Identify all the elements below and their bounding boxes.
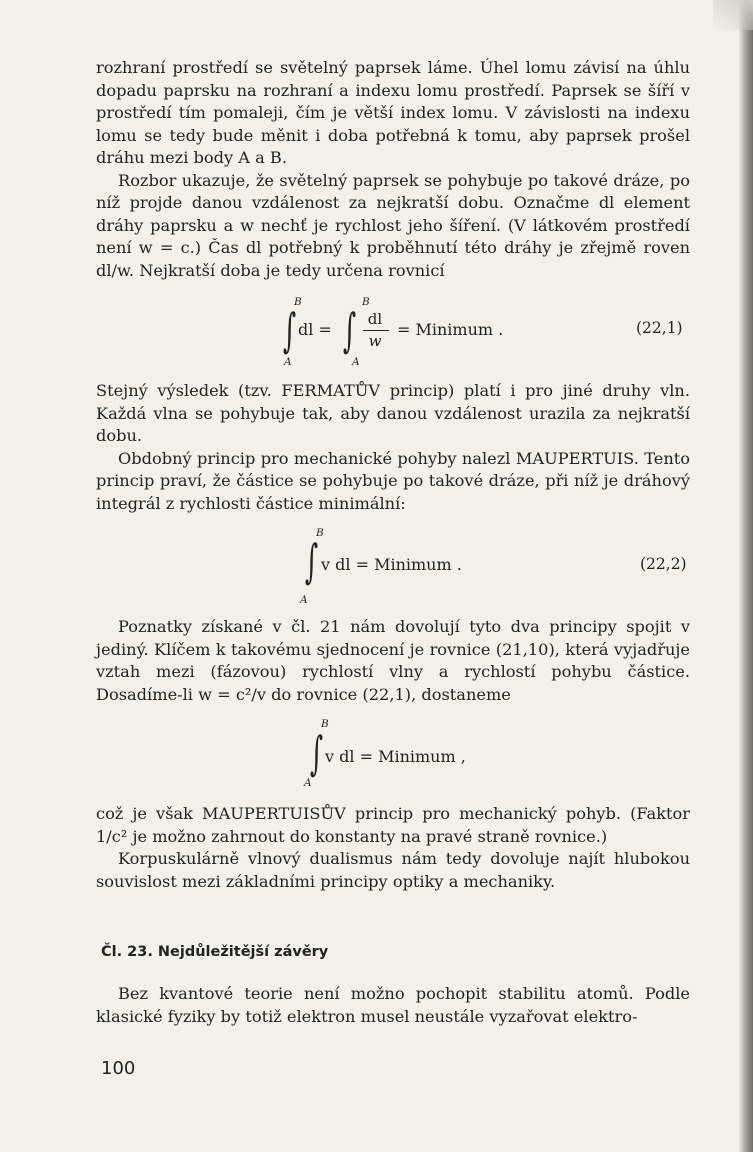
eq1-int1-lower: A <box>284 356 292 368</box>
eq1-fraction-denominator: w <box>368 332 382 350</box>
eq1-integral-sign-2: ∫ <box>343 303 357 357</box>
eq2-lower: A <box>300 594 308 606</box>
page-corner-shadow <box>713 0 753 30</box>
eq2-upper: B <box>316 527 324 539</box>
paragraph-6: což je však MAUPERTUISŮV princip pro mechanický pohyb. (Faktor 1/c² je možno zahrnout do konstanty na pravé straně rovnice.) <box>96 804 690 846</box>
eq1-number: (22,1) <box>636 319 683 337</box>
eq3-upper: B <box>321 718 329 730</box>
text-block-bottom <box>96 803 690 893</box>
eq2-body: v dl = Minimum . <box>321 555 462 574</box>
eq3-lower: A <box>304 777 312 789</box>
eq1-int1-upper: B <box>294 296 302 308</box>
text-block-section <box>96 983 690 1028</box>
eq2-integral-sign: ∫ <box>305 534 319 588</box>
eq1-int2-upper: B <box>362 296 370 308</box>
paragraph-5: Poznatky získané v čl. 21 nám dovolují tyto dva principy spojit v jediný. Klíčem k takovému sjednocení je rovnice (21,10), která vyjadřuje vztah mezi (fázovou) rychlostí vlny a rychlostí pohybu částice. Dosadíme-li w = c²/v do rovnice (22,1), dostaneme <box>96 617 690 704</box>
paragraph-3: Stejný výsledek (tzv. FERMATŮV princip) platí i pro jiné druhy vln. Každá vlna se pohybuje tak, aby danou vzdálenost urazila za nejkratší dobu. <box>96 381 690 445</box>
eq1-integral-sign-1: ∫ <box>283 303 297 357</box>
eq1-rhs: = Minimum . <box>397 320 504 339</box>
paragraph-2: Rozbor ukazuje, že světelný paprsek se pohybuje po takové dráze, po níž projde danou vzdálenost za nejkratší dobu. Označme dl element dráhy paprsku a w nechť je rychlost jeho šíření. (V látkovém prostředí není w = c.) Čas dl potřebný k proběhnutí této dráhy je zřejmě roven dl/w. Nejkratší doba je tedy určena rovnicí <box>96 170 690 280</box>
eq1-int2-lower: A <box>352 356 360 368</box>
paragraph-7: Korpuskulárně vlnový dualismus nám tedy dovoluje najít hlubokou souvislost mezi základními principy optiky a mechaniky. <box>96 849 690 891</box>
text-block-lower <box>96 616 690 706</box>
text-block-top <box>96 57 690 282</box>
section-heading: Čl. 23. Nejdůležitější závěry <box>101 944 329 960</box>
eq2-number: (22,2) <box>640 555 687 573</box>
eq3-body: v dl = Minimum , <box>325 747 466 766</box>
paragraph-1: rozhraní prostředí se světelný paprsek láme. Úhel lomu závisí na úhlu dopadu paprsku na rozhraní a indexu lomu prostředí. Paprsek se šíří v prostředí tím pomaleji, čím je větší index lomu. V závislosti na indexu lomu se tedy bude měnit i doba potřebná k tomu, aby paprsek prošel dráhu mezi body A a B. <box>96 58 690 167</box>
eq3-integral-sign: ∫ <box>310 726 324 780</box>
eq1-fraction-numerator: dl <box>367 310 383 328</box>
eq1-fraction-bar <box>363 330 389 331</box>
page-number: 100 <box>101 1058 136 1079</box>
eq1-lhs: dl = <box>298 320 332 339</box>
page-edge-shadow <box>739 0 753 1152</box>
text-block-middle <box>96 380 690 515</box>
paragraph-4: Obdobný princip pro mechanické pohyby nalezl MAUPERTUIS. Tento princip praví, že částice se pohybuje po takové dráze, při níž je dráhový integrál z rychlosti částice minimální: <box>96 448 690 513</box>
paragraph-8: Bez kvantové teorie není možno pochopit stabilitu atomů. Podle klasické fyziky by totiž elektron musel neustále vyzařovat elektro- <box>96 984 690 1026</box>
